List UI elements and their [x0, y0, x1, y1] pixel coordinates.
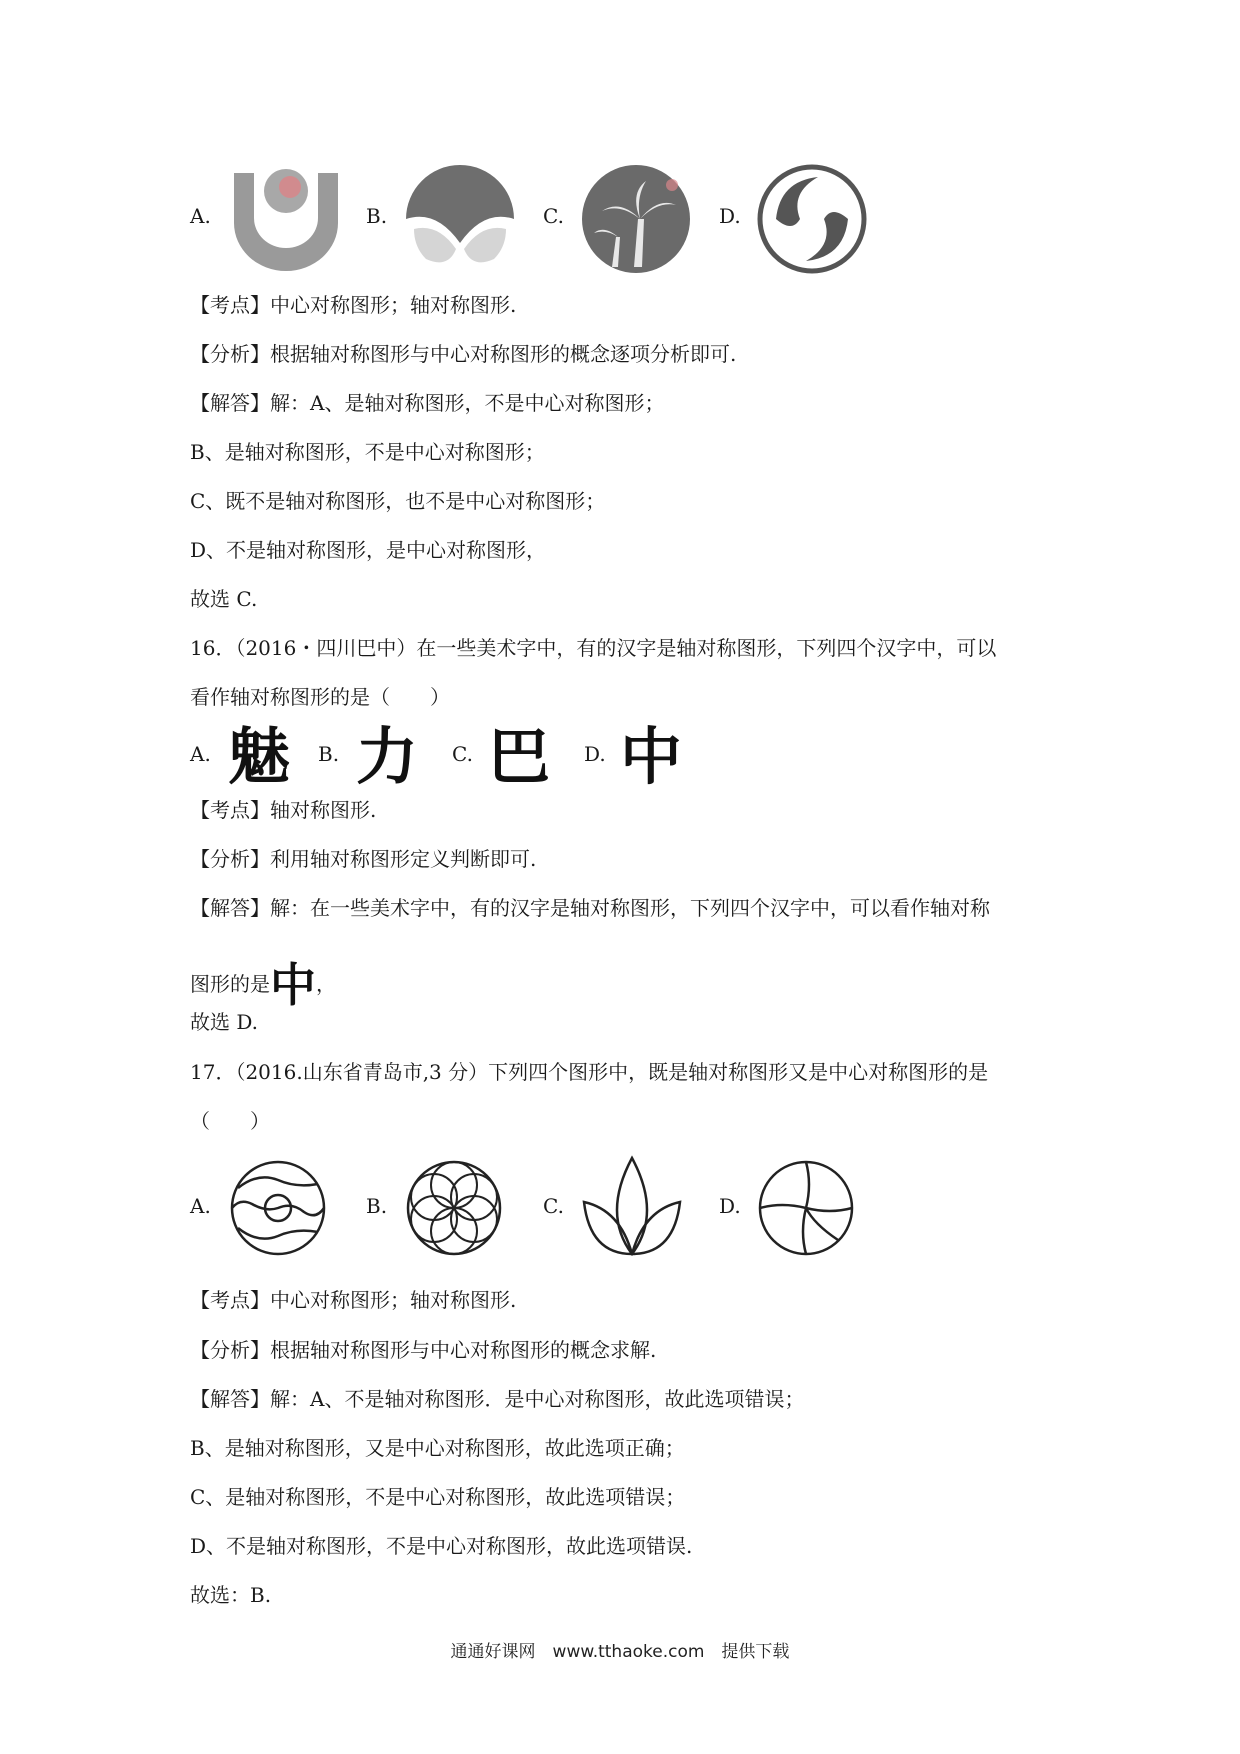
- q15-fenxi: 【分析】根据轴对称图形与中心对称图形的概念逐项分析即可.: [190, 342, 737, 366]
- q17-fenxi: 【分析】根据轴对称图形与中心对称图形的概念求解.: [190, 1338, 657, 1362]
- q15-option-c-label: C.: [543, 204, 564, 228]
- q16-option-d-label: D.: [584, 742, 606, 766]
- q15-kaodian: 【考点】中心对称图形；轴对称图形.: [190, 293, 517, 317]
- q17-answer: 故选：B.: [190, 1583, 272, 1607]
- q16-stem-line2: 看作轴对称图形的是（ ）: [190, 685, 450, 709]
- q16-jieda-char: 中: [270, 958, 316, 1012]
- q17-stem-line1: 17．（2016.山东省青岛市,3 分）下列四个图形中，既是轴对称图形又是中心对称图形的是: [190, 1060, 989, 1084]
- q16-char-b: 力: [356, 720, 419, 793]
- q15-jieda: 【解答】解：A、是轴对称图形，不是中心对称图形；: [190, 391, 665, 415]
- q16-char-c: 巴: [488, 720, 551, 793]
- q16-answer: 故选 D.: [190, 1010, 259, 1034]
- q17-jieda-b: B、是轴对称图形，又是中心对称图形，故此选项正确；: [190, 1436, 685, 1460]
- q17-kaodian: 【考点】中心对称图形；轴对称图形.: [190, 1288, 517, 1312]
- q15-jieda-b: B、是轴对称图形，不是中心对称图形；: [190, 440, 545, 464]
- q16-char-d: 中: [620, 720, 683, 793]
- q17-jieda: 【解答】解：A、不是轴对称图形．是中心对称图形，故此选项错误；: [190, 1387, 805, 1411]
- q16-option-a-label: A.: [190, 742, 211, 766]
- q16-kaodian: 【考点】轴对称图形.: [190, 798, 377, 822]
- q16-stem-line1: 16．（2016・四川巴中）在一些美术字中，有的汉字是轴对称图形，下列四个汉字中，可以: [190, 636, 997, 660]
- q15-figure-b-icon: [404, 163, 516, 275]
- q16-fenxi: 【分析】利用轴对称图形定义判断即可.: [190, 847, 537, 871]
- q16-jieda-line2-end: ，: [316, 972, 336, 996]
- q17-option-a-label: A.: [190, 1194, 211, 1218]
- q17-jieda-d: D、不是轴对称图形，不是中心对称图形，故此选项错误.: [190, 1534, 693, 1558]
- q15-figure-c-icon: [580, 163, 692, 275]
- q17-option-c-label: C.: [543, 1194, 564, 1218]
- q16-jieda-line2: [190, 952, 336, 1012]
- q15-answer: 故选 C.: [190, 587, 258, 611]
- q16-jieda-line2-text: 图形的是: [190, 972, 270, 996]
- q16-option-c-label: C.: [452, 742, 473, 766]
- q17-jieda-c: C、是轴对称图形，不是中心对称图形，故此选项错误；: [190, 1485, 686, 1509]
- q15-option-a-label: A.: [190, 204, 211, 228]
- q17-figure-a-icon: [228, 1158, 328, 1258]
- q17-option-d-label: D.: [719, 1194, 741, 1218]
- q15-option-d-label: D.: [719, 204, 741, 228]
- q15-jieda-d: D、不是轴对称图形，是中心对称图形，: [190, 538, 547, 562]
- q17-option-b-label: B.: [366, 1194, 388, 1218]
- q15-jieda-c: C、既不是轴对称图形，也不是中心对称图形；: [190, 489, 606, 513]
- q15-figure-a-icon: [228, 163, 344, 275]
- q16-char-a: 魅: [228, 720, 291, 793]
- q15-figure-d-icon: [756, 163, 868, 275]
- q17-stem-line2: （ ）: [190, 1109, 270, 1133]
- q16-option-b-label: B.: [318, 742, 340, 766]
- q16-jieda-line1: 【解答】解：在一些美术字中，有的汉字是轴对称图形，下列四个汉字中，可以看作轴对称: [190, 896, 990, 920]
- q17-figure-b-icon: [404, 1158, 504, 1258]
- q15-option-b-label: B.: [366, 204, 388, 228]
- page-footer: 通通好课网 www.tthaoke.com 提供下载: [450, 1642, 790, 1662]
- q17-figure-d-icon: [756, 1158, 856, 1258]
- q17-figure-c-icon: [580, 1154, 684, 1258]
